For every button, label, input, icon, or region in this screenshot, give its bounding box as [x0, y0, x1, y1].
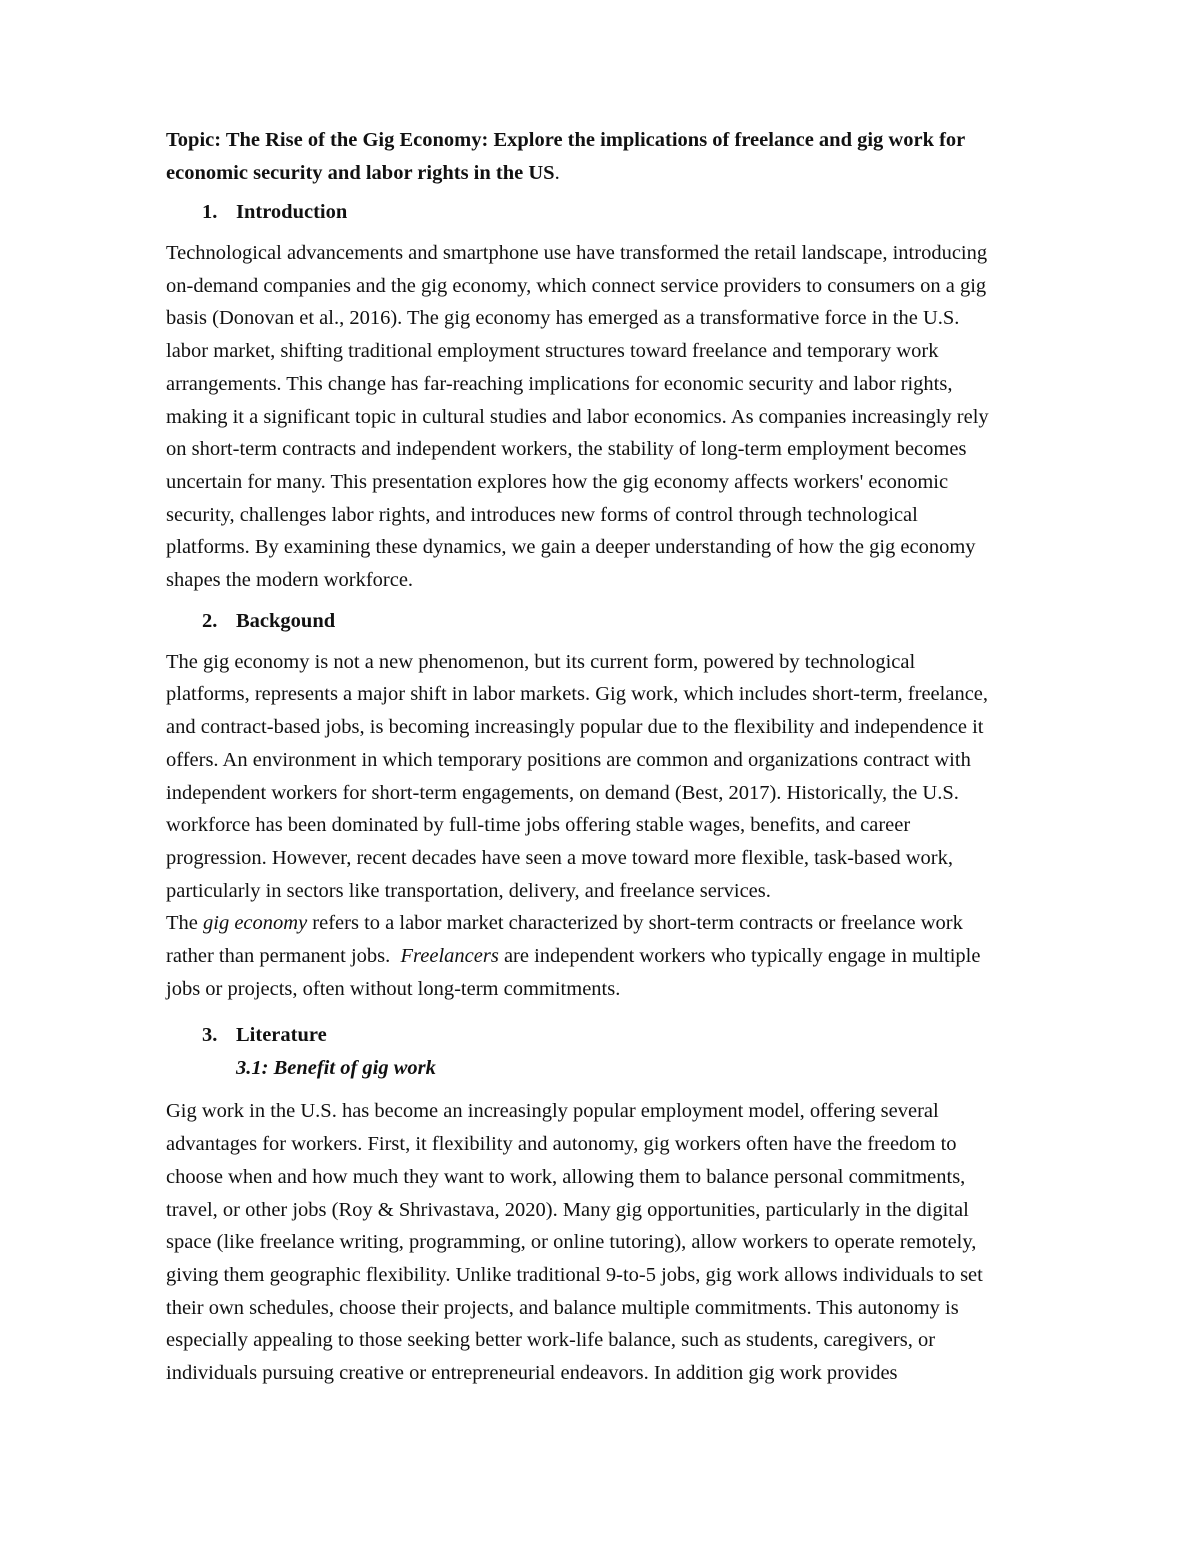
paragraph-line: their own schedules, choose their projects, and balance multiple commitments. This autonomy is — [166, 1296, 959, 1319]
paragraph-line: choose when and how much they want to work, allowing them to balance personal commitments, — [166, 1165, 966, 1188]
paragraph-line: labor market, shifting traditional employment structures toward freelance and temporary work — [166, 340, 939, 363]
paragraph-line: platforms, represents a major shift in labor markets. Gig work, which includes short-term, freelance, — [166, 683, 989, 706]
paragraph-line: Gig work in the U.S. has become an increasingly popular employment model, offering several — [166, 1100, 939, 1123]
topic-line-1: Topic: The Rise of the Gig Economy: Explore the implications of freelance and gig work for — [166, 129, 966, 151]
literature-paragraph — [166, 1095, 1122, 1389]
paragraph-line: space (like freelance writing, programming, or online tutoring), allow workers to operate remotely, — [166, 1231, 977, 1254]
topic-line-2-bold: economic security and labor rights in the US — [166, 162, 555, 184]
paragraph-line: especially appealing to those seeking better work-life balance, such as students, caregivers, or — [166, 1329, 936, 1352]
section-title: Literature — [236, 1024, 327, 1047]
paragraph-line: security, challenges labor rights, and introduces new forms of control through technological — [166, 503, 918, 526]
definition-line — [166, 907, 1122, 940]
paragraph-line: travel, or other jobs (Roy & Shrivastava, 2020). Many gig opportunities, particularly in the digital — [166, 1198, 969, 1221]
paragraph-line: on-demand companies and the gig economy, which connect service providers to consumers on a gig — [166, 274, 987, 297]
topic-period: . — [554, 162, 560, 184]
definition-line: jobs or projects, often without long-term commitments. — [166, 977, 621, 1000]
paragraph-line: independent workers for short-term engagements, on demand (Best, 2017). Historically, the U.S. — [166, 781, 959, 804]
paragraph-line: Technological advancements and smartphone use have transformed the retail landscape, introducing — [166, 242, 988, 264]
definition-term: Freelancers — [400, 945, 499, 968]
paragraph-line: basis (Donovan et al., 2016). The gig economy has emerged as a transformative force in the U.S. — [166, 307, 960, 330]
definition-term: gig economy — [203, 912, 308, 935]
paragraph-line: particularly in sectors like transportation, delivery, and freelance services. — [166, 879, 771, 902]
paragraph-line: giving them geographic flexibility. Unlike traditional 9-to-5 jobs, gig work allows individuals to set — [166, 1263, 983, 1286]
paragraph-line: making it a significant topic in cultural studies and labor economics. As companies increasingly rely — [166, 405, 989, 428]
subsection-heading: 3.1: Benefit of gig work — [236, 1057, 436, 1080]
section-title: Introduction — [236, 201, 348, 223]
section-title: Backgound — [236, 609, 336, 632]
section-heading-literature — [166, 1019, 1122, 1052]
paragraph-line: shapes the modern workforce. — [166, 569, 414, 592]
definition-text: The — [166, 912, 203, 935]
definition-line — [166, 940, 1122, 973]
document-topic — [166, 124, 1122, 190]
topic-line-2 — [166, 157, 1122, 190]
paragraph-line: The gig economy is not a new phenomenon, but its current form, powered by technological — [166, 650, 916, 673]
document-page — [166, 124, 1122, 1398]
paragraph-line: uncertain for many. This presentation explores how the gig economy affects workers' economic — [166, 470, 949, 493]
section-heading-background — [166, 605, 1122, 638]
paragraph-line: progression. However, recent decades have seen a move toward more flexible, task-based work, — [166, 846, 953, 869]
definition-text: refers to a labor market characterized by short-term contracts or freelance work — [307, 912, 963, 935]
paragraph-line: and contract-based jobs, is becoming increasingly popular due to the flexibility and independence it — [166, 716, 984, 739]
paragraph-line: platforms. By examining these dynamics, we gain a deeper understanding of how the gig economy — [166, 536, 976, 559]
paragraph-line: on short-term contracts and independent workers, the stability of long-term employment becomes — [166, 438, 967, 461]
section-number: 2. — [202, 609, 218, 632]
section-number: 3. — [202, 1024, 218, 1047]
section-number: 1. — [202, 201, 218, 223]
paragraph-line: advantages for workers. First, it flexibility and autonomy, gig workers often have the freedom to — [166, 1133, 957, 1156]
paragraph-line: offers. An environment in which temporary positions are common and organizations contract with — [166, 748, 971, 771]
section-heading-introduction — [166, 196, 1122, 229]
paragraph-line: individuals pursuing creative or entrepreneurial endeavors. In addition gig work provides — [166, 1362, 898, 1385]
paragraph-line: arrangements. This change has far-reaching implications for economic security and labor rights, — [166, 372, 953, 395]
definition-text: are independent workers who typically engage in multiple — [498, 945, 981, 968]
introduction-paragraph — [166, 237, 1122, 597]
paragraph-line: workforce has been dominated by full-time jobs offering stable wages, benefits, and career — [166, 814, 911, 837]
definition-text: rather than permanent jobs. — [166, 945, 401, 968]
background-paragraph — [166, 646, 1122, 908]
definition-paragraph — [166, 907, 1122, 1005]
